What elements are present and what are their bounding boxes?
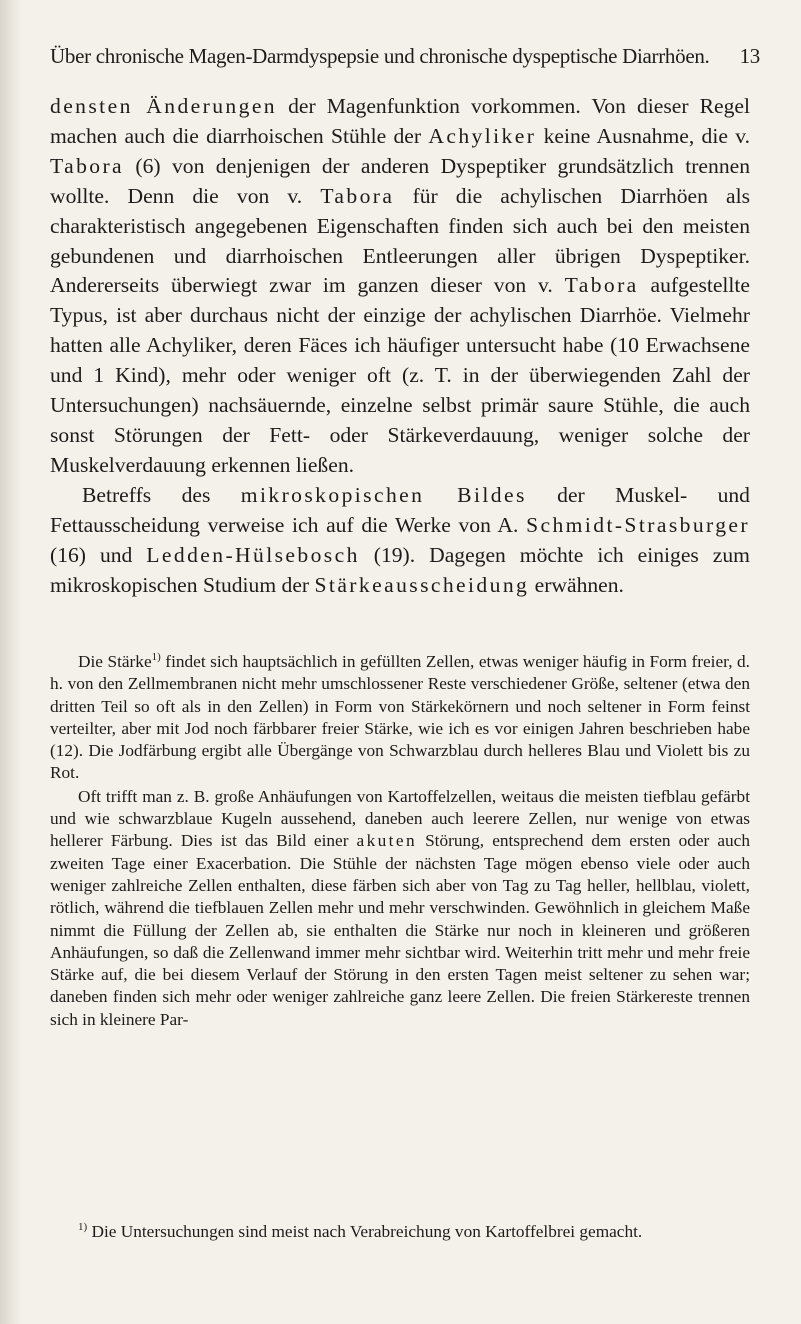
- footnote-text: [50, 1221, 750, 1243]
- small-print-paragraph-2: [50, 786, 750, 1031]
- text-run: der Magenfunktion vorkommen. Von dieser Regel machen auch die diarrhoischen Stühle der: [50, 94, 750, 148]
- text-run: für die achylischen Diarrhöen als charakteristisch angegebenen Eigenschaften finden sich auch bei den meisten gebundenen und diarrhoischen Entleerungen aller übrigen Dyspeptiker. Andererseits überwiegt zwar im ganzen dieser von v.: [50, 183, 750, 298]
- text-run: (6) von denjenigen der anderen Dyspeptiker grundsätzlich trennen wollte. Denn die von v.: [50, 153, 750, 208]
- spaced-emphasis: densten Änderungen: [50, 94, 277, 118]
- spaced-emphasis: Achyliker: [428, 123, 537, 148]
- running-title: Über chronische Magen-Darmdyspepsie und chronische dyspeptische Diarrhöen.: [50, 44, 710, 68]
- spaced-emphasis: Tabora: [320, 183, 395, 208]
- text-run: Oft trifft man z. B. große Anhäufungen von Kartoffelzellen, weitaus die meisten tiefblau gefärbt und wie schwarzblaue Kugeln aussehend, daneben auch leerere Zellen, nur wenige von etwas hellerer Färbung. Dies ist das Bild einer: [50, 786, 750, 851]
- spaced-emphasis: Ledden-Hülsebosch: [146, 542, 360, 567]
- footnote-marker: 1): [78, 1221, 88, 1234]
- text-run: aufgestellte Typus, ist aber durchaus nicht der einzige der achylischen Diarrhöe. Vielmehr hatten alle Achyliker, deren Fäces ich häufiger untersucht habe (10 Erwachsene und 1 Kind), mehr oder weniger oft (z. T. in der überwiegenden Zahl der Untersuchungen) nachsäuernde, einzelne selbst primär saure Stühle, die auch sonst Störungen der Fett- oder Stärkeverdauung, weniger solche der Muskelverdauung erkennen ließen.: [50, 273, 751, 477]
- spaced-emphasis: mikroskopischen Bildes: [240, 482, 527, 507]
- page-number: 13: [739, 44, 760, 68]
- text-run: (19). Dagegen möchte ich einiges zum mikroskopischen Studium der: [50, 542, 750, 597]
- small-print-section: [50, 651, 750, 1031]
- text-run: Störung, entsprechend dem ersten oder auch zweiten Tage einer Exacerbation. Die Stühle der nächsten Tage mögen ebenso viele oder auch weniger zahlreiche Zellen enthalten, diese färben sich aber von Tag zu Tag heller, hellblau, violett, rötlich, während die tiefblauen Zellen mehr und mehr verschwinden. Gewöhnlich in gleichem Maße nimmt die Füllung der Zellen ab, sie enthalten die Stärke nur noch in kleineren und größeren Anhäufungen, so daß die Zellenwand immer mehr sichtbar wird. Weiterhin tritt mehr und mehr freie Stärke auf, die bei diesem Verlauf der Störung in den ersten Tagen meist seltener zu sehen war; daneben finden sich mehr oder weniger zahlreiche ganz leere Zellen. Die freien Stärkereste trennen sich in kleinere Par-: [50, 831, 750, 1029]
- spaced-emphasis: Tabora: [50, 153, 125, 178]
- spaced-emphasis: akuten: [356, 831, 417, 851]
- text-run: (16) und: [50, 542, 147, 567]
- text-run: der Muskel- und Fettausscheidung verweise ich auf die Werke von A.: [50, 482, 750, 537]
- spaced-emphasis: Tabora: [564, 273, 639, 298]
- text-run: erwähnen.: [529, 572, 624, 597]
- footnote-body: Die Untersuchungen sind meist nach Verabreichung von Kartoffelbrei gemacht.: [87, 1222, 643, 1241]
- footnote-ref: 1): [151, 651, 161, 664]
- main-text: [50, 92, 750, 600]
- small-print-paragraph-1: [50, 651, 750, 785]
- text-run: Die Stärke: [78, 652, 152, 671]
- text-run: keine Ausnahme, die v.: [536, 123, 750, 148]
- spaced-emphasis: Stärkeausscheidung: [314, 572, 530, 597]
- footnote: [50, 1221, 750, 1243]
- running-header: [50, 44, 760, 74]
- text-run: findet sich hauptsächlich in gefüllten Zellen, etwas weniger häufig in Form freier, d. h. von den Zellmembranen nicht mehr umschlossener Reste verschiedener Größe, seltener (etwa den dritten Teil so oft als in den Zellen) in Form von Stärkekörnern und noch seltener in Form feinst verteilter, aber mit Jod noch färbbarer freier Stärke, wie ich es vor einigen Jahren beschrieben habe (12). Die Jodfärbung ergibt alle Übergänge von Schwarzblau durch helleres Blau und Violett bis zu Rot.: [50, 652, 751, 783]
- spaced-emphasis: Schmidt-Strasburger: [526, 512, 750, 537]
- text-run: Betreffs des: [82, 482, 241, 507]
- page-edge-shadow: [0, 0, 22, 1324]
- main-paragraph-2: [50, 481, 750, 601]
- main-paragraph-1: [50, 92, 750, 481]
